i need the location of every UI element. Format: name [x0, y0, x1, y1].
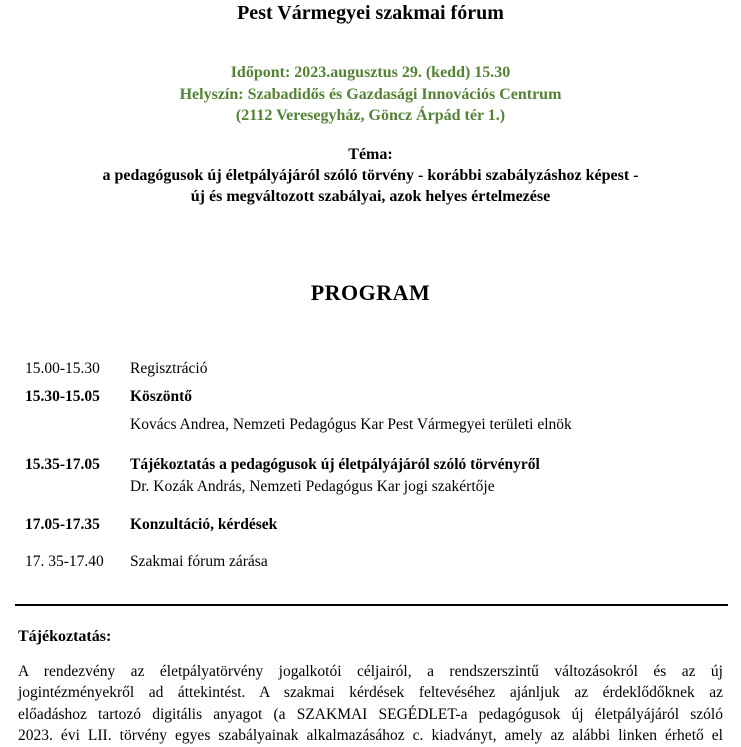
schedule-time: 15.00-15.30	[25, 359, 100, 377]
program-schedule	[25, 359, 721, 572]
schedule-item-title: Konzultáció, kérdések	[130, 515, 278, 533]
schedule-row	[25, 455, 721, 475]
schedule-row	[25, 515, 721, 535]
info-paragraph-line: 2023. évi LII. törvény egyes szabályainak alkalmazásához c. kiadványt, amely az alábbi linken érhető el	[18, 727, 723, 744]
schedule-item-title: Tájékoztatás a pedagógusok új életpályájáról szóló törvényről	[130, 455, 540, 473]
theme-line-2: új és megváltozott szabályai, azok helyes értelmezése	[190, 187, 551, 205]
schedule-row	[25, 359, 721, 379]
info-heading: Tájékoztatás:	[18, 627, 112, 645]
schedule-time: 15.35-17.05	[25, 455, 100, 473]
schedule-speaker: Kovács Andrea, Nemzeti Pedagógus Kar Pest Vármegyei területi elnök	[130, 415, 572, 433]
info-paragraph-line: előadáshoz tartozó digitális anyagot (a SZAKMAI SEGÉDLET-a pedagógusok új életpályájáról szóló	[18, 705, 723, 723]
event-datetime: Időpont: 2023.augusztus 29. (kedd) 15.30	[230, 64, 511, 81]
event-address: (2112 Veresegyház, Göncz Árpád tér 1.)	[235, 107, 506, 124]
schedule-time: 17. 35-17.40	[25, 552, 104, 570]
schedule-speaker: Dr. Kozák András, Nemzeti Pedagógus Kar jogi szakértője	[130, 477, 495, 495]
schedule-time: 17.05-17.35	[25, 515, 100, 533]
event-venue: Helyszín: Szabadidős és Gazdasági Innovációs Centrum	[179, 85, 562, 103]
schedule-row	[25, 552, 721, 572]
theme-label: Téma:	[348, 145, 393, 163]
theme-block	[0, 144, 741, 207]
schedule-time: 15.30-15.05	[25, 387, 100, 405]
section-divider	[15, 604, 728, 606]
theme-line-1: a pedagógusok új életpályájáról szóló törvény - korábbi szabályzáshoz képest -	[102, 166, 639, 184]
info-paragraph	[18, 661, 723, 747]
event-info-block	[0, 62, 741, 127]
document-title: Pest Vármegyei szakmai fórum	[237, 2, 504, 24]
schedule-item-title: Köszöntő	[130, 387, 192, 405]
program-heading: PROGRAM	[310, 279, 431, 305]
schedule-row	[25, 387, 721, 407]
info-paragraph-line: jogintézményekről ad áttekintést. A szakmai kérdések feltevéséhez ajánljuk az érdeklődőknek az	[18, 684, 723, 701]
info-paragraph-line: A rendezvény az életpályatörvény jogalkotói céljairól, a rendszerszintű változásokról és az új	[18, 662, 723, 680]
schedule-item-title: Regisztráció	[130, 359, 208, 377]
schedule-item-title: Szakmai fórum zárása	[130, 552, 268, 570]
